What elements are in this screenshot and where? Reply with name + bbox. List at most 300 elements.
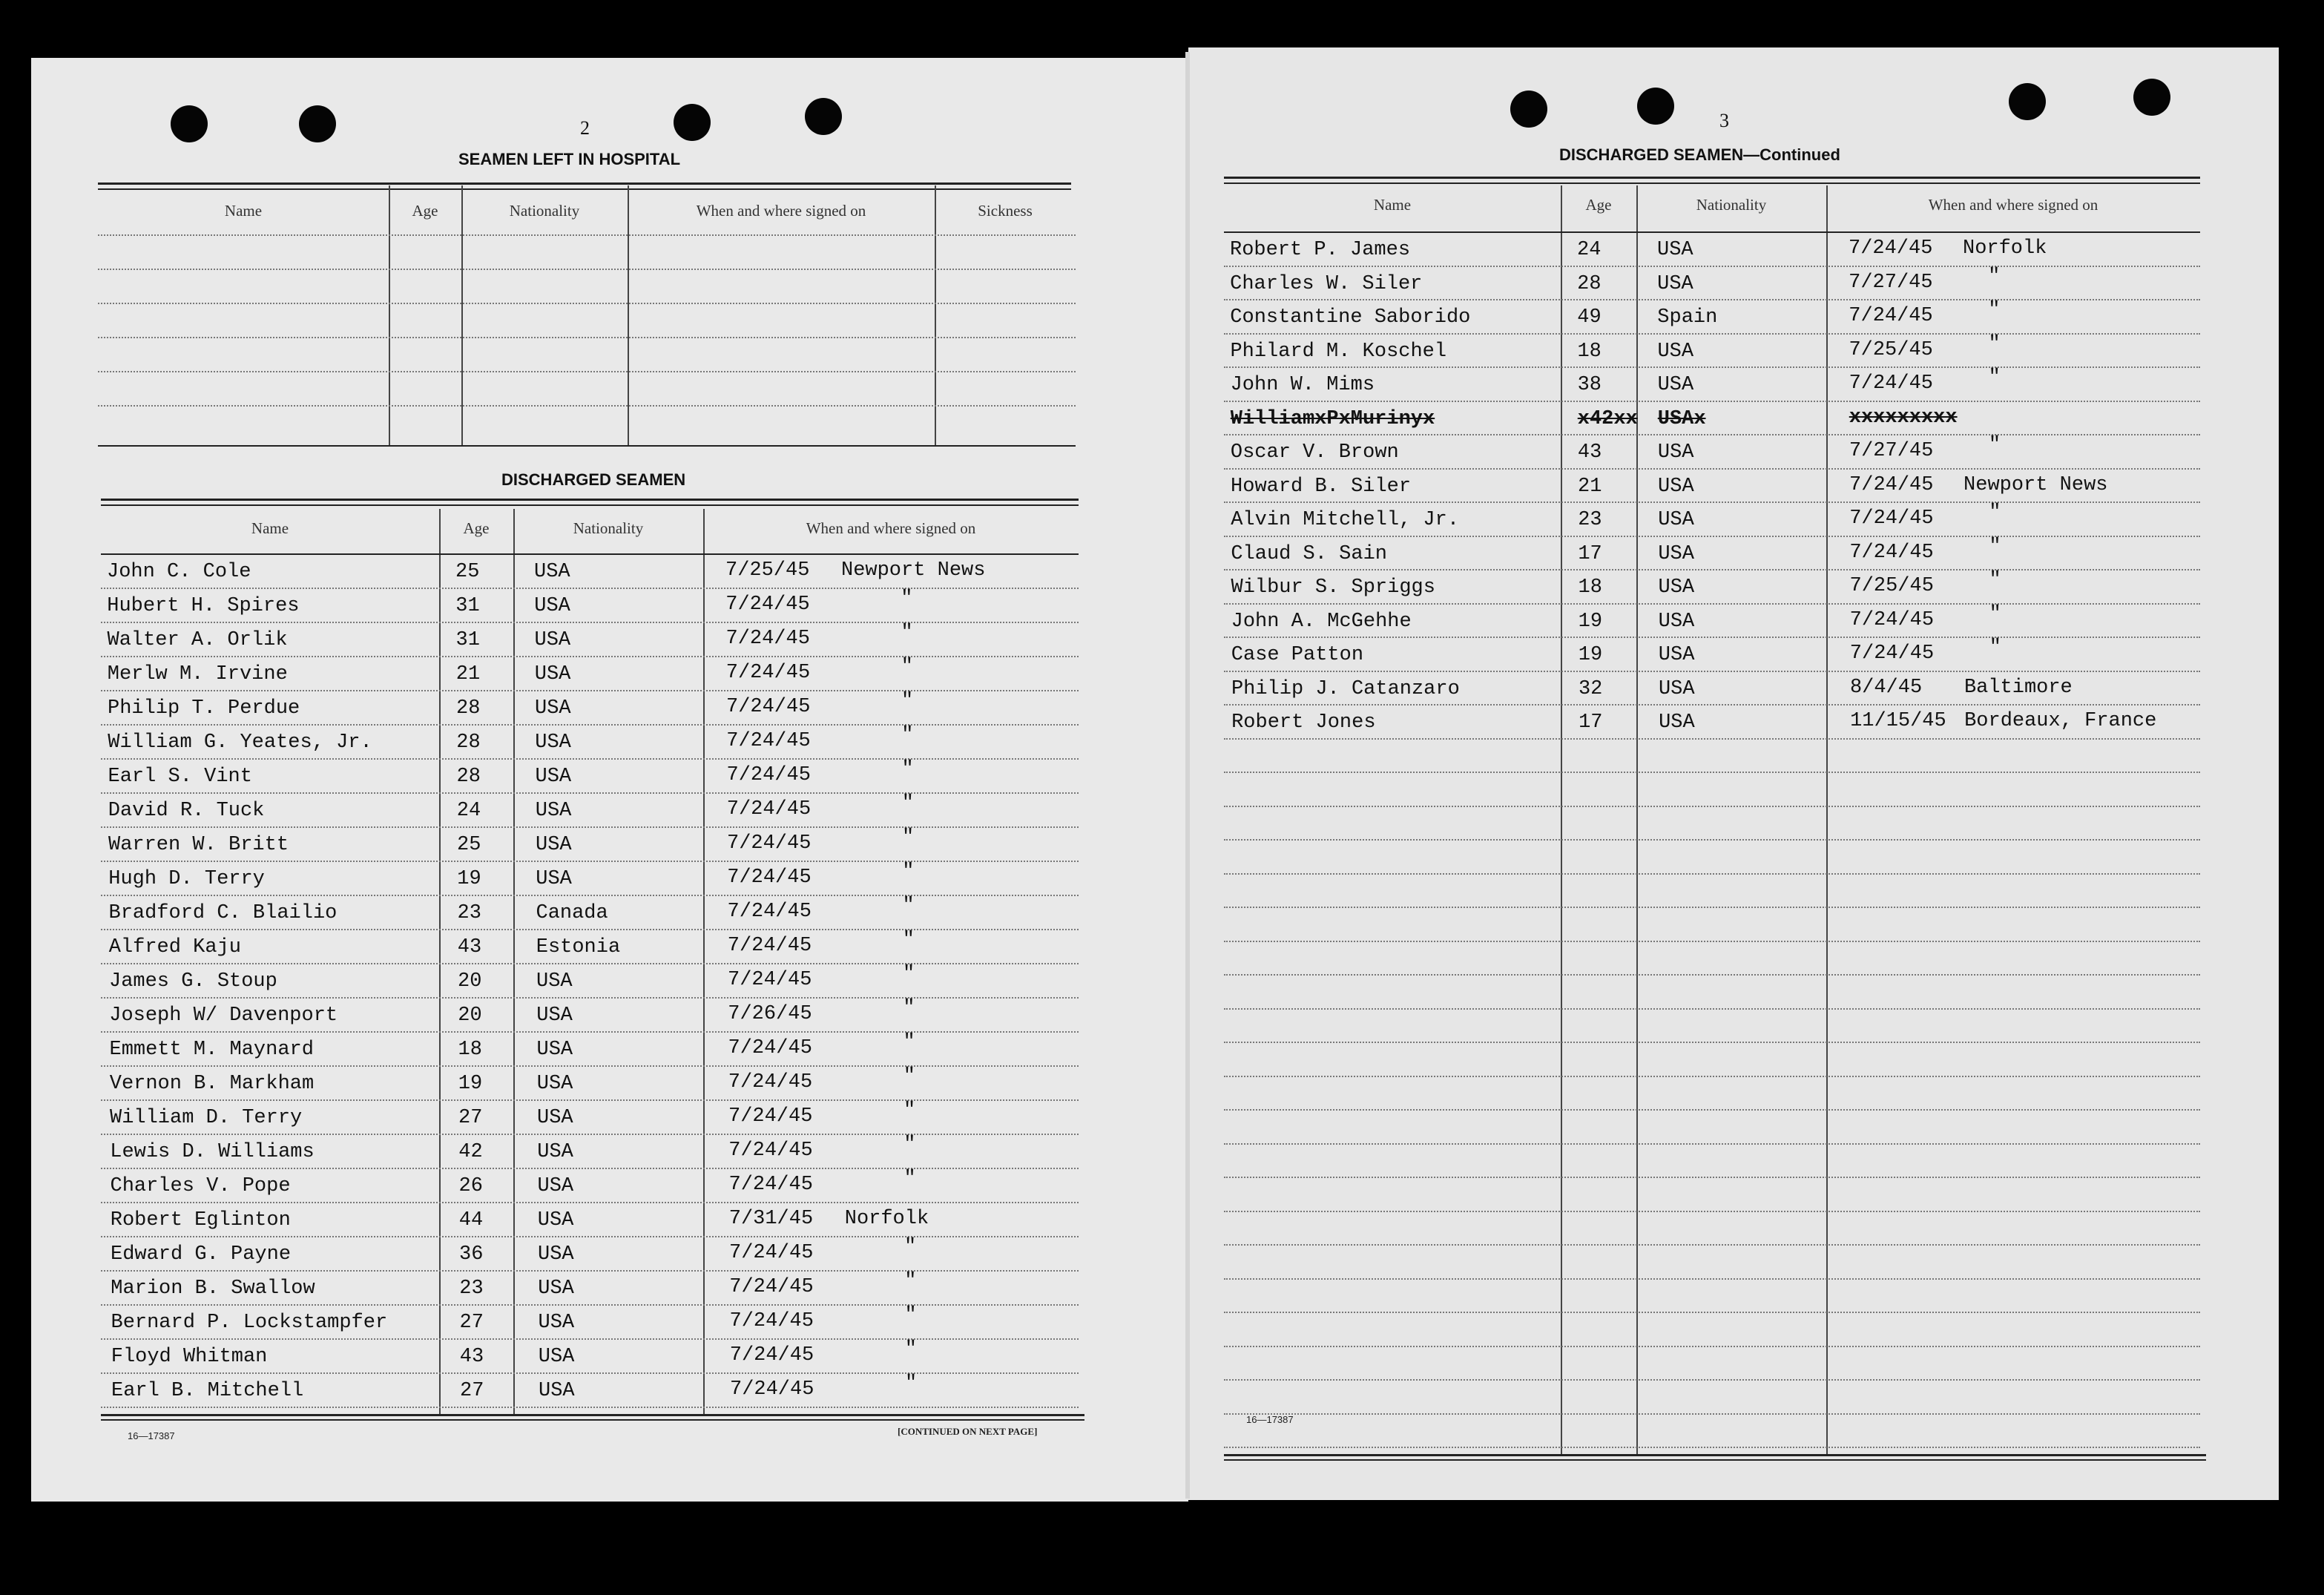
seaman-name: Marion B. Swallow	[111, 1277, 315, 1300]
signed-on-place: "	[1988, 366, 2001, 389]
signed-on-date: 7/25/45	[725, 559, 810, 582]
seaman-nationality: USA	[534, 629, 571, 651]
seaman-name: Robert P. James	[1230, 239, 1411, 261]
signed-on-place: "	[903, 963, 915, 985]
seaman-age: 20	[458, 1004, 482, 1027]
row-rule	[98, 269, 1076, 270]
punch-hole	[1637, 88, 1674, 125]
signed-on-date: 7/25/45	[1849, 575, 1934, 597]
row-rule	[101, 895, 1079, 896]
seaman-name: Floyd Whitman	[111, 1346, 268, 1368]
seaman-age: 19	[457, 868, 481, 890]
row-rule	[101, 997, 1079, 999]
signed-on-date: 7/24/45	[726, 696, 811, 718]
row-rule	[101, 1031, 1079, 1033]
row-rule	[1224, 434, 2200, 435]
row-rule	[101, 758, 1079, 760]
form-number: 16—17387	[1246, 1414, 1294, 1425]
table-bottom-rule	[101, 1419, 1084, 1421]
signed-on-date: 7/24/45	[1849, 237, 1933, 260]
signed-on-date: 7/31/45	[728, 1208, 814, 1230]
seaman-nationality: Canada	[536, 902, 608, 924]
signed-on-date: 7/24/45	[728, 1037, 812, 1059]
signed-on-place: "	[904, 1338, 917, 1361]
signed-on-place: "	[903, 997, 915, 1019]
punch-hole	[674, 104, 711, 141]
form-number: 16—17387	[128, 1430, 175, 1441]
seaman-name: Joseph W/ Davenport	[109, 1004, 338, 1027]
seaman-nationality: USA	[534, 561, 570, 583]
row-rule	[101, 1304, 1079, 1306]
seaman-age: 36	[459, 1243, 484, 1266]
seaman-name: James G. Stoup	[109, 970, 277, 993]
seaman-nationality: USA	[537, 1175, 574, 1197]
seaman-age: 31	[455, 595, 480, 617]
discharged-continued-title: DISCHARGED SEAMEN—Continued	[1559, 145, 1840, 164]
seaman-age: 24	[456, 800, 481, 822]
seaman-age: 27	[460, 1380, 484, 1402]
signed-on-place: "	[901, 622, 913, 644]
page-fold	[1185, 52, 1190, 1499]
seaman-age: 18	[1578, 576, 1602, 599]
row-rule	[1224, 671, 2200, 672]
seaman-age: 43	[457, 936, 482, 958]
seaman-age: 28	[456, 697, 481, 720]
row-rule	[101, 724, 1079, 726]
row-rule	[101, 1236, 1079, 1237]
seaman-age: 21	[1578, 475, 1602, 498]
seaman-nationality: USAx	[1657, 407, 1706, 430]
seaman-nationality: USA	[537, 1209, 574, 1231]
row-rule	[1224, 1244, 2200, 1246]
seaman-age: 23	[1578, 509, 1602, 531]
column-divider	[513, 509, 515, 1414]
signed-on-date: 11/15/45	[1850, 710, 1946, 732]
seaman-name: Bernard P. Lockstampfer	[111, 1312, 388, 1334]
seaman-name: Claud S. Sain	[1231, 542, 1387, 565]
seaman-nationality: USA	[536, 834, 572, 856]
signed-on-date: 7/26/45	[728, 1003, 812, 1025]
signed-on-date: 7/24/45	[1849, 507, 1934, 530]
seaman-name: Alvin Mitchell, Jr.	[1231, 509, 1460, 531]
column-divider	[1561, 185, 1562, 1454]
signed-on-place: "	[1988, 265, 2001, 288]
signed-on-place: "	[902, 895, 915, 917]
seaman-nationality: USA	[538, 1243, 574, 1266]
signed-on-place: "	[1988, 434, 2001, 456]
signed-on-date: 7/24/45	[728, 1174, 813, 1196]
seaman-name: Hubert H. Spires	[107, 595, 300, 617]
signed-on-date: 7/24/45	[1849, 642, 1935, 665]
seaman-age: 28	[1577, 272, 1602, 295]
seaman-age: 43	[1577, 441, 1602, 464]
row-rule	[101, 690, 1079, 691]
seaman-age: 32	[1578, 677, 1603, 700]
seaman-age: 20	[458, 970, 482, 993]
row-rule	[1224, 468, 2200, 470]
row-rule	[101, 1270, 1079, 1272]
seaman-age: 19	[458, 1073, 483, 1095]
signed-on-date: 7/24/45	[728, 1139, 813, 1162]
seaman-age: 28	[456, 731, 481, 754]
signed-on-date: xxxxxxxxx	[1849, 406, 1958, 429]
seaman-name: John C. Cole	[107, 561, 251, 583]
signed-on-place: "	[1989, 602, 2001, 625]
row-rule	[101, 656, 1079, 657]
signed-on-date: 7/24/45	[1849, 372, 1934, 395]
seaman-nationality: USA	[539, 1380, 575, 1402]
row-rule	[101, 963, 1079, 964]
signed-on-date: 7/24/45	[1849, 608, 1935, 631]
row-rule	[1224, 1278, 2200, 1280]
seaman-nationality: USA	[538, 1277, 574, 1300]
column-header: Name	[224, 202, 263, 220]
row-rule	[1224, 1211, 2200, 1212]
signed-on-date: 7/24/45	[726, 798, 812, 820]
seaman-age: 23	[457, 902, 481, 924]
signed-on-date: 7/27/45	[1849, 271, 1933, 294]
signed-on-date: 7/24/45	[727, 866, 812, 889]
seaman-nationality: USA	[538, 1312, 575, 1334]
punch-hole	[171, 105, 208, 142]
signed-on-place: Norfolk	[844, 1208, 929, 1230]
column-header: When and where signed on	[696, 202, 866, 220]
seaman-age: 19	[1578, 644, 1603, 666]
seaman-nationality: USA	[538, 1346, 575, 1368]
seaman-name: William G. Yeates, Jr.	[108, 731, 372, 754]
signed-on-date: 7/24/45	[726, 730, 811, 752]
row-rule	[1224, 1042, 2200, 1043]
seaman-name: Oscar V. Brown	[1230, 441, 1399, 464]
signed-on-date: 7/24/45	[728, 1105, 813, 1128]
row-rule	[1224, 401, 2200, 402]
seaman-age: 28	[456, 766, 481, 788]
seaman-nationality: USA	[1658, 677, 1695, 700]
seaman-age: 25	[455, 561, 480, 583]
signed-on-place: "	[901, 690, 914, 712]
continued-note: [CONTINUED ON NEXT PAGE]	[898, 1426, 1038, 1437]
column-header: Age	[1585, 196, 1612, 214]
signed-on-date: 7/25/45	[1849, 338, 1933, 361]
discharged-section-title: DISCHARGED SEAMEN	[501, 470, 686, 489]
signed-on-date: 7/24/45	[729, 1310, 814, 1332]
seaman-age: 38	[1577, 374, 1602, 396]
header-rule	[1224, 231, 2200, 233]
signed-on-date: 7/24/45	[1849, 305, 1933, 327]
signed-on-date: 8/4/45	[1849, 676, 1923, 699]
column-header: Nationality	[573, 519, 644, 537]
seaman-nationality: USA	[535, 731, 571, 754]
seaman-name: Bradford C. Blailio	[108, 902, 338, 924]
row-rule	[1224, 333, 2200, 335]
seaman-age: 21	[455, 663, 481, 685]
seaman-nationality: USA	[536, 1004, 573, 1027]
seaman-age: 44	[458, 1209, 484, 1231]
seaman-name: Hugh D. Terry	[108, 868, 265, 890]
column-header: When and where signed on	[806, 519, 976, 537]
seaman-nationality: USA	[536, 868, 572, 890]
row-rule	[1224, 569, 2200, 570]
seaman-name: Case Patton	[1231, 644, 1364, 666]
seaman-age: 49	[1577, 306, 1602, 329]
seaman-name: Emmett M. Maynard	[109, 1039, 314, 1061]
row-rule	[101, 1202, 1079, 1203]
signed-on-date: 7/24/45	[725, 593, 810, 616]
row-rule	[1224, 1177, 2200, 1178]
seaman-name: Lewis D. Williams	[110, 1141, 315, 1163]
row-rule	[101, 792, 1079, 794]
row-rule	[1224, 941, 2200, 942]
column-divider	[1826, 185, 1828, 1454]
row-rule	[1224, 637, 2200, 638]
row-rule	[1224, 1143, 2200, 1145]
signed-on-place: "	[1989, 501, 2001, 524]
row-rule	[1224, 738, 2200, 740]
seaman-age: 42	[458, 1141, 483, 1163]
row-rule	[1224, 974, 2200, 976]
row-rule	[1224, 536, 2200, 537]
row-rule	[1224, 299, 2200, 300]
column-divider	[703, 509, 705, 1414]
seaman-name: David R. Tuck	[108, 800, 265, 822]
seaman-name: Walter A. Orlik	[107, 629, 288, 651]
signed-on-place: "	[901, 656, 913, 678]
row-rule	[1224, 704, 2200, 706]
row-rule	[101, 826, 1079, 828]
signed-on-place: "	[1988, 299, 2001, 321]
signed-on-place: Baltimore	[1963, 676, 2073, 699]
signed-on-place: "	[904, 1304, 917, 1326]
seaman-nationality: USA	[1657, 239, 1693, 261]
signed-on-date: 7/24/45	[727, 832, 812, 855]
row-rule	[1224, 1379, 2200, 1381]
signed-on-place: "	[903, 1065, 915, 1088]
seaman-name: Wilbur S. Spriggs	[1231, 576, 1435, 599]
signed-on-place: "	[902, 826, 915, 849]
row-rule	[101, 1372, 1079, 1374]
punch-hole	[1510, 91, 1547, 128]
column-divider	[1636, 185, 1638, 1454]
signed-on-place: Newport News	[1963, 473, 2108, 496]
seaman-name: WilliamxPxMurinyx	[1230, 407, 1435, 430]
seaman-age: 27	[459, 1312, 484, 1334]
signed-on-date: 7/24/45	[727, 935, 812, 957]
row-rule	[1224, 603, 2200, 605]
row-rule	[1224, 839, 2200, 841]
row-rule	[98, 234, 1076, 236]
seaman-name: William D. Terry	[110, 1107, 303, 1129]
signed-on-place: "	[1988, 332, 2001, 355]
page-number: 2	[580, 117, 590, 139]
seaman-name: Merlw M. Irvine	[107, 663, 288, 685]
signed-on-place: "	[1989, 637, 2001, 659]
signed-on-place: "	[901, 792, 914, 815]
seaman-age: 43	[459, 1346, 484, 1368]
table-bottom-rule	[101, 1414, 1084, 1416]
signed-on-date: 7/24/45	[728, 1071, 813, 1094]
signed-on-place: Norfolk	[1963, 237, 2047, 260]
punch-hole	[805, 98, 842, 135]
seaman-age: 19	[1578, 610, 1603, 633]
seaman-name: Warren W. Britt	[108, 834, 289, 856]
signed-on-place: "	[902, 861, 915, 883]
row-rule	[101, 622, 1079, 623]
punch-hole	[2009, 83, 2046, 120]
seaman-nationality: USA	[1658, 644, 1695, 666]
row-rule	[101, 1099, 1079, 1101]
signed-on-place: Newport News	[841, 559, 986, 582]
signed-on-date: 7/27/45	[1849, 440, 1934, 462]
row-rule	[1224, 1413, 2200, 1415]
signed-on-place: "	[901, 758, 914, 780]
signed-on-date: 7/24/45	[729, 1344, 814, 1367]
seaman-name: Charles W. Siler	[1230, 272, 1423, 295]
signed-on-place: Bordeaux, France	[1964, 710, 2157, 732]
seaman-name: Edward G. Payne	[111, 1243, 292, 1266]
seaman-age: x42xx	[1577, 407, 1638, 430]
seaman-age: 27	[458, 1107, 483, 1129]
seaman-age: 17	[1579, 711, 1603, 734]
seaman-nationality: Estonia	[536, 936, 621, 958]
row-rule	[1224, 772, 2200, 773]
seaman-nationality: USA	[1658, 610, 1695, 633]
seaman-nationality: USA	[1657, 374, 1694, 396]
signed-on-date: 7/24/45	[1849, 473, 1934, 496]
page-number: 3	[1719, 110, 1729, 131]
row-rule	[1224, 1109, 2200, 1111]
seaman-nationality: USA	[537, 1141, 573, 1163]
seaman-age: 31	[455, 629, 480, 651]
row-rule	[1224, 501, 2200, 503]
seaman-nationality: USA	[535, 800, 572, 822]
seaman-name: John W. Mims	[1230, 374, 1375, 396]
signed-on-place: "	[904, 1236, 917, 1258]
seaman-nationality: USA	[535, 766, 572, 788]
table-bottom-rule	[1224, 1459, 2206, 1461]
row-rule	[101, 1338, 1079, 1340]
row-rule	[101, 1134, 1079, 1135]
table-bottom-rule	[98, 445, 1076, 447]
seaman-name: Robert Jones	[1231, 711, 1376, 734]
row-rule	[101, 1065, 1079, 1067]
signed-on-date: 7/24/45	[727, 901, 812, 923]
column-header: Nationality	[1696, 196, 1767, 214]
seaman-name: Alfred Kaju	[108, 936, 241, 958]
column-header: Age	[463, 519, 490, 537]
seaman-nationality: USA	[534, 663, 571, 685]
seaman-age: 17	[1578, 542, 1602, 565]
signed-on-place: "	[1989, 535, 2001, 558]
signed-on-date: 7/24/45	[1849, 541, 1934, 564]
column-divider	[439, 509, 441, 1414]
seaman-name: Vernon B. Markham	[109, 1073, 315, 1095]
signed-on-place: "	[903, 1099, 916, 1122]
seaman-nationality: USA	[1659, 711, 1695, 734]
row-rule	[1224, 366, 2200, 368]
seaman-age: 18	[458, 1039, 482, 1061]
row-rule	[1224, 1008, 2200, 1010]
row-rule	[98, 405, 1076, 407]
signed-on-date: 7/24/45	[730, 1378, 814, 1401]
seaman-nationality: USA	[535, 697, 571, 720]
seaman-nationality: USA	[536, 970, 573, 993]
row-rule	[101, 1168, 1079, 1169]
seaman-nationality: USA	[536, 1039, 573, 1061]
seaman-nationality: USA	[1658, 542, 1694, 565]
punch-hole	[2133, 79, 2170, 116]
row-rule	[1224, 806, 2200, 807]
seaman-nationality: USA	[1657, 441, 1694, 464]
row-rule	[1224, 1346, 2200, 1347]
row-rule	[1224, 266, 2200, 267]
seaman-name: Constantine Saborido	[1230, 306, 1471, 329]
seaman-name: Philard M. Koschel	[1230, 340, 1447, 363]
row-rule	[98, 303, 1076, 304]
seaman-age: 25	[457, 834, 481, 856]
seaman-nationality: USA	[1658, 475, 1694, 498]
row-rule	[101, 929, 1079, 930]
seaman-name: Charles V. Pope	[110, 1175, 291, 1197]
row-rule	[1224, 873, 2200, 875]
signed-on-date: 7/24/45	[729, 1242, 814, 1264]
table-bottom-rule	[1224, 1454, 2206, 1456]
signed-on-place: "	[901, 588, 913, 610]
seaman-name: Earl S. Vint	[108, 766, 252, 788]
header-rule	[101, 553, 1079, 555]
row-rule	[101, 1407, 1079, 1408]
signed-on-date: 7/24/45	[729, 1276, 814, 1298]
seaman-age: 26	[458, 1175, 483, 1197]
column-header: When and where signed on	[1928, 196, 2098, 214]
row-rule	[1224, 1312, 2200, 1313]
seaman-nationality: USA	[536, 1073, 573, 1095]
seaman-nationality: USA	[1657, 340, 1694, 363]
seaman-name: Earl B. Mitchell	[111, 1380, 304, 1402]
row-rule	[98, 337, 1076, 338]
signed-on-date: 7/24/45	[725, 628, 810, 650]
row-rule	[1224, 907, 2200, 908]
signed-on-place: "	[905, 1372, 918, 1395]
signed-on-place: "	[901, 724, 914, 746]
row-rule	[1224, 1076, 2200, 1077]
seaman-nationality: USA	[534, 595, 570, 617]
signed-on-place: "	[902, 929, 915, 951]
seaman-nationality: Spain	[1657, 306, 1718, 329]
signed-on-place: "	[903, 1168, 916, 1190]
row-rule	[101, 588, 1079, 589]
punch-hole	[299, 105, 336, 142]
seaman-name: Philip T. Perdue	[108, 697, 300, 720]
hospital-section-title: SEAMEN LEFT IN HOSPITAL	[458, 150, 681, 168]
seaman-age: 23	[459, 1277, 484, 1300]
signed-on-place: "	[1989, 569, 2001, 591]
column-header: Name	[1373, 196, 1412, 214]
column-header: Name	[251, 519, 289, 537]
column-header: Nationality	[509, 202, 580, 220]
seaman-name: Philip J. Catanzaro	[1231, 677, 1460, 700]
column-header: Sickness	[978, 202, 1033, 220]
seaman-nationality: USA	[1658, 576, 1695, 599]
seaman-name: Robert Eglinton	[110, 1209, 291, 1231]
seaman-age: 18	[1577, 340, 1602, 363]
seaman-name: Howard B. Siler	[1231, 475, 1412, 498]
seaman-nationality: USA	[1657, 272, 1693, 295]
seaman-nationality: USA	[1658, 509, 1694, 531]
row-rule	[1224, 1447, 2200, 1448]
signed-on-date: 7/24/45	[726, 764, 811, 786]
signed-on-place: "	[903, 1134, 916, 1156]
column-header: Age	[412, 202, 438, 220]
